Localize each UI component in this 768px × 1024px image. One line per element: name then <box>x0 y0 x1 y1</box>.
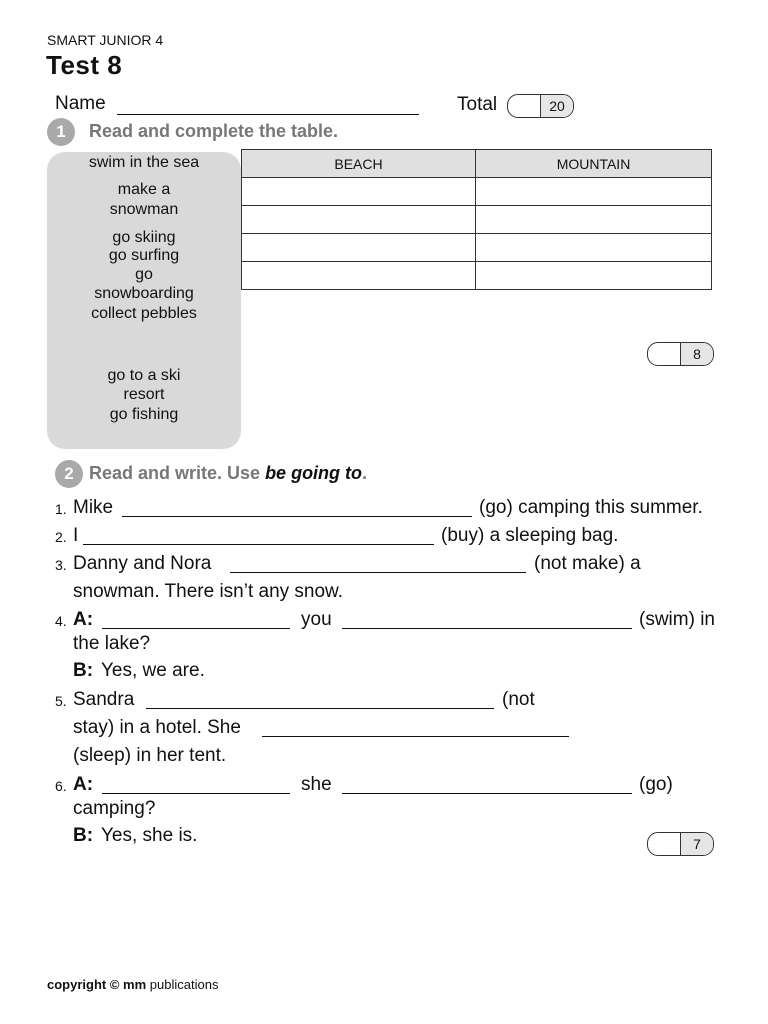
question-text: (swim) in <box>639 609 715 630</box>
name-field[interactable] <box>117 114 419 115</box>
table-cell-beach[interactable] <box>242 178 476 206</box>
word-item: go fishing <box>109 406 179 423</box>
question-text: I <box>73 525 79 546</box>
word-item: go <box>135 266 153 283</box>
word-item: go to a ski <box>107 367 181 384</box>
question-text: (sleep) in her tent. <box>73 745 227 766</box>
exercise-1-score-box[interactable] <box>647 342 714 366</box>
question-text: (go) <box>639 774 673 795</box>
table-row <box>242 206 712 234</box>
instruction-text: Read and write. Use <box>89 463 266 483</box>
question-text: snowman. There isn’t any snow. <box>73 581 344 602</box>
exercise-1-instruction: Read and complete the table. <box>89 121 339 141</box>
exercise-2-score-blank[interactable] <box>648 833 680 855</box>
page-title: Test 8 <box>46 50 123 80</box>
table-cell-beach[interactable] <box>242 262 476 290</box>
word-item: collect pebbles <box>91 305 197 322</box>
question-number: 2. <box>55 529 67 545</box>
answer-blank[interactable] <box>342 628 632 629</box>
question-number: 1. <box>55 501 67 517</box>
question-number: 4. <box>55 613 67 629</box>
table-row <box>242 234 712 262</box>
answer-blank[interactable] <box>102 628 290 629</box>
answer-blank[interactable] <box>262 736 569 737</box>
table-cell-mountain[interactable] <box>476 262 712 290</box>
answer-blank[interactable] <box>230 572 526 573</box>
copyright-mark: copyright © mm <box>47 977 147 992</box>
exercise-1-score-max: 8 <box>680 343 713 365</box>
answer-blank[interactable] <box>122 516 472 517</box>
word-item: swim in the sea <box>88 154 200 171</box>
instruction-emphasis: be going to <box>265 463 363 483</box>
answer-blank[interactable] <box>83 544 434 545</box>
question-text: (not make) a <box>534 553 641 574</box>
table-header-beach: BEACH <box>242 150 476 178</box>
question-text: (go) camping this summer. <box>479 497 703 518</box>
question-text: the lake? <box>73 633 151 654</box>
exercise-2-score-max: 7 <box>680 833 713 855</box>
table-cell-mountain[interactable] <box>476 178 712 206</box>
word-item: resort <box>123 386 165 403</box>
word-item: go surfing <box>108 247 180 264</box>
answer-text: Yes, we are. <box>101 660 205 681</box>
table-row <box>242 178 712 206</box>
total-score-blank[interactable] <box>508 95 540 117</box>
question-text: Danny and Nora <box>73 553 212 574</box>
total-score-max: 20 <box>540 95 573 117</box>
word-item: make a <box>117 181 171 198</box>
word-box <box>47 152 241 449</box>
publisher-name: publications <box>149 977 219 992</box>
table-cell-beach[interactable] <box>242 234 476 262</box>
table-cell-mountain[interactable] <box>476 234 712 262</box>
series-label: SMART JUNIOR 4 <box>47 32 164 48</box>
question-text: stay) in a hotel. She <box>73 717 241 738</box>
copyright-footer <box>47 977 218 992</box>
question-text: she <box>301 774 332 795</box>
exercise-1-score-blank[interactable] <box>648 343 680 365</box>
answer-blank[interactable] <box>342 793 632 794</box>
answer-blank[interactable] <box>146 708 494 709</box>
question-text: Mike <box>73 497 114 518</box>
answer-text: Yes, she is. <box>101 825 198 846</box>
speaker-a: A: <box>73 774 94 795</box>
exercise-1-number: 1 <box>47 118 75 146</box>
category-table <box>241 149 712 290</box>
question-text: (buy) a sleeping bag. <box>441 525 619 546</box>
question-text: Sandra <box>73 689 135 710</box>
question-number: 6. <box>55 778 67 794</box>
speaker-a: A: <box>73 609 94 630</box>
word-item: snowboarding <box>94 285 194 302</box>
table-cell-beach[interactable] <box>242 206 476 234</box>
table-cell-mountain[interactable] <box>476 206 712 234</box>
speaker-b: B: <box>73 825 94 846</box>
total-label: Total <box>457 94 498 115</box>
word-item: go skiing <box>112 229 176 246</box>
exercise-2-instruction <box>89 463 367 484</box>
name-label: Name <box>55 93 106 114</box>
total-score-box[interactable] <box>507 94 574 118</box>
speaker-b: B: <box>73 660 94 681</box>
table-header-mountain: MOUNTAIN <box>476 150 712 178</box>
exercise-2-score-box[interactable] <box>647 832 714 856</box>
question-text: camping? <box>73 798 156 819</box>
exercise-2-number: 2 <box>55 460 83 488</box>
question-number: 5. <box>55 693 67 709</box>
answer-blank[interactable] <box>102 793 290 794</box>
question-text: you <box>301 609 332 630</box>
question-number: 3. <box>55 557 67 573</box>
question-text: (not <box>502 689 535 710</box>
table-row <box>242 262 712 290</box>
instruction-end: . <box>362 463 368 483</box>
word-item: snowman <box>109 201 179 218</box>
